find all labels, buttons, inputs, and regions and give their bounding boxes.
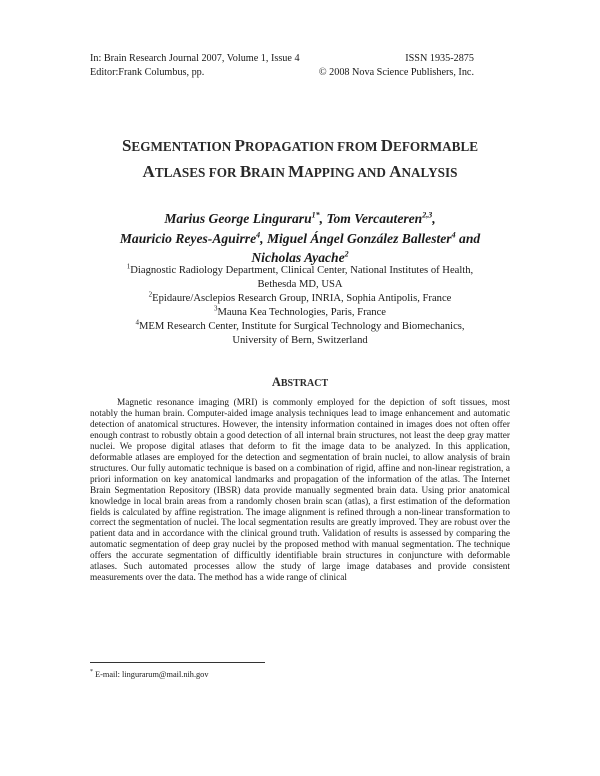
copyright: © 2008 Nova Science Publishers, Inc. <box>318 67 474 78</box>
affiliation-1: $^1$Diagnostic Radiology Department, Clinical Center, National Institutes of Health, <box>126 262 474 276</box>
author-name: Tom Vercauteren <box>326 211 423 226</box>
issn: ISSN 1935-2875 <box>405 53 474 64</box>
footnote-divider <box>90 662 265 663</box>
abstract-heading: ABSTRACT <box>271 375 329 389</box>
footnote-email: E-mail: lingurarum@mail.nih.gov <box>93 669 209 679</box>
editor-info: Editor:Frank Columbus, pp. <box>90 67 205 78</box>
journal-info: In: Brain Research Journal 2007, Volume 1, Issue 4 <box>90 53 300 64</box>
affiliation-1-cont: Bethesda MD, USA <box>257 279 343 290</box>
affiliation-4: $^4$MEM Research Center, Institute for Surgical Technology and Biomechanics, <box>135 318 465 332</box>
author-list: Marius George Linguraru$^{1*}$, Tom Vercauteren$^{2,3}$, Mauricio Reyes-Aguirre$^4$, Miguel Ángel González Ballester$^4$ and Nicholas Ayache$^2$ <box>119 210 481 265</box>
author-affil-mark: 1* <box>311 210 320 220</box>
author-name: Marius George Linguraru <box>164 211 312 226</box>
author-affil-mark: 2 <box>344 249 349 259</box>
affiliation-4-cont: University of Bern, Switzerland <box>232 335 368 346</box>
author-name: Nicholas Ayache <box>251 250 345 265</box>
abstract-body: Magnetic resonance imaging (MRI) is commonly employed for the depiction of soft tissues, most notably the human brain. Computer-aided image analysis techniques lead to image enhancement and automatic detection of anatomical structures. However, the intensity information contained in images does not often offer enough contrast to robustly obtain a good detection of all internal brain structures, not least the deep gray matter nuclei. We propose digital atlases that deform to fit the image data to be analyzed. In this application, deformable atlases are employed for the detection and segmentation of brain nuclei, to allow analysis of brain structures. Our fully automatic technique is based on a combination of rigid, affine and non-linear registration, a priori information on key anatomical landmarks and propagation of the information of the atlas. The Internet Brain Segmentation Repository (IBSR) data provide manually segmented brain data. Using prior anatomical knowledge in local brain areas from a randomly chosen brain scan (atlas), a first estimation of the deformation fields is calculated by affine registration. The image alignment is refined through a non-linear transformation to correct the segmentation of nuclei. The local segmentation results are greatly improved. They are robust over the patient data and in accordance with the clinical ground truth. Validation of results is assessed by comparing the automatic segmentation of deep gray nuclei by the proposed method with manual segmentation. The technique offers the accurate segmentation of difficultly identifiable brain structures in conjuncture with deformable atlases. Such automated processes allow the study of large image databases and provide consistent measurements over the data. The method has a wide range of clinical <box>90 398 510 584</box>
title-line-1: SEGMENTATION PROPAGATION FROM DEFORMABLE <box>121 136 479 155</box>
title-line-2: ATLASES FOR BRAIN MAPPING AND ANALYSIS <box>142 162 458 181</box>
author-affil-mark: 4 <box>256 229 261 239</box>
author-affil-mark: 2,3 <box>422 210 433 220</box>
author-affil-mark: 4 <box>451 229 456 239</box>
affiliations <box>90 264 510 348</box>
running-header-left <box>90 52 300 80</box>
running-header-right <box>319 52 474 80</box>
paper-title <box>60 133 540 185</box>
affiliation-3: $^3$Mauna Kea Technologies, Paris, France <box>213 304 386 318</box>
footnote-marker: * <box>90 669 93 675</box>
author-name: Miguel Ángel González Ballester <box>266 230 452 246</box>
author-conjunction: and <box>459 230 481 246</box>
affiliation-2: $^2$Epidaure/Asclepios Research Group, INRIA, Sophia Antipolis, France <box>148 290 452 304</box>
author-name: Mauricio Reyes-Aguirre <box>119 230 257 246</box>
footnote <box>90 667 208 680</box>
